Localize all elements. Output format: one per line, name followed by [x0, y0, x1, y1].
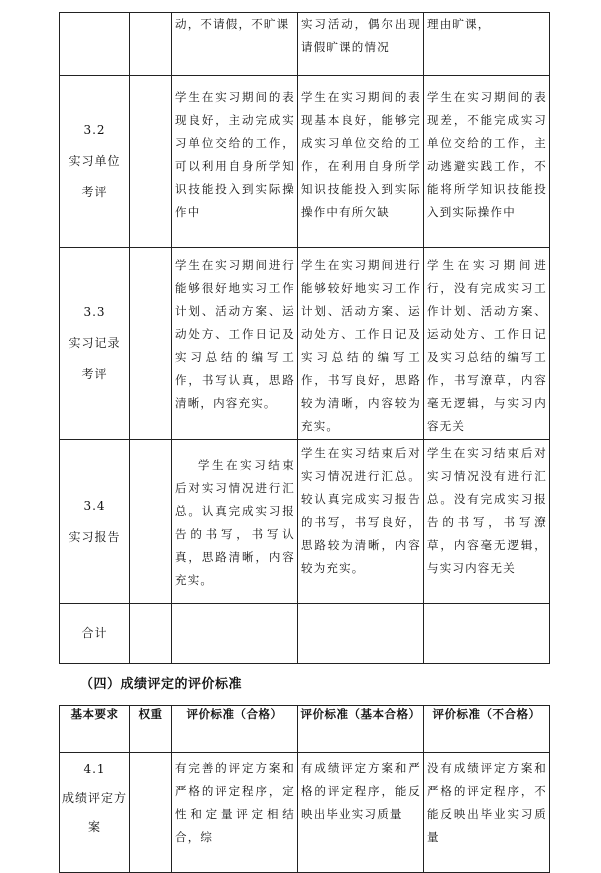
criteria-fail: 没有成绩评定方案和严格的评定程序，不能反映出毕业实习质量 — [424, 753, 550, 873]
row-weight — [130, 13, 172, 76]
criteria-basic — [298, 604, 424, 664]
criteria-fail: 学生在实习结束后对实习情况没有进行汇总。没有完成实习报告的书写，书写潦草，内容毫无逻辑，与实习内容无关 — [424, 440, 550, 604]
header-fail: 评价标准（不合格） — [424, 706, 550, 753]
criteria-basic: 学生在实习期间进行能够较好地实习工作计划、活动方案、运动处方、工作日记及实习总结的编写工作，书写良好，思路较为清晰，内容较为充实。 — [298, 248, 424, 440]
header-pass: 评价标准（合格） — [172, 706, 298, 753]
table-row — [60, 753, 550, 873]
criteria-basic: 有成绩评定方案和严格的评定程序，能反映出毕业实习质量 — [298, 753, 424, 873]
criteria-pass: 学生在实习期间进行能够很好地实习工作计划、活动方案、运动处方、工作日记及实习总结的编写工作，书写认真，思路清晰，内容充实。 — [172, 248, 298, 440]
criteria-pass — [172, 604, 298, 664]
header-basic-requirement: 基本要求 — [60, 706, 130, 753]
criteria-fail: 学生在实习期间的表现差，不能完成实习单位交给的工作，主动逃避实践工作，不能将所学知识技能投入到实际操作中 — [424, 76, 550, 248]
table-row — [60, 440, 550, 604]
table-row — [60, 604, 550, 664]
grading-criteria-table — [59, 705, 550, 873]
criteria-fail: 理由旷课， — [424, 13, 550, 76]
criteria-basic: 实习活动，偶尔出现请假旷课的情况 — [298, 13, 424, 76]
row-weight — [130, 604, 172, 664]
row-weight — [130, 248, 172, 440]
row-label: 3.2 实习单位 考评 — [60, 76, 130, 248]
criteria-pass: 学生在实习期间的表现良好，主动完成实习单位交给的工作，可以利用自身所学知识技能投入到实际操作中 — [172, 76, 298, 248]
table-header-row — [60, 706, 550, 753]
criteria-fail — [424, 604, 550, 664]
header-weight: 权重 — [130, 706, 172, 753]
table-row — [60, 13, 550, 76]
row-weight — [130, 440, 172, 604]
criteria-fail: 学生在实习期间进行，没有完成实习工作计划、活动方案、运动处方、工作日记及实习总结的编写工作，书写潦草，内容毫无逻辑，与实习内容无关 — [424, 248, 550, 440]
section-title: （四）成绩评定的评价标准 — [80, 677, 243, 692]
evaluation-table-continued — [59, 12, 550, 664]
row-label — [60, 13, 130, 76]
row-label: 4.1 成绩评定方案 — [60, 753, 130, 873]
criteria-basic: 学生在实习结束后对实习情况进行汇总。较认真完成实习报告的书写，书写良好，思路较为清晰，内容较为充实。 — [298, 440, 424, 604]
criteria-pass: 学生在实习结束后对实习情况进行汇总。认真完成实习报告的书写，书写认真，思路清晰，内容充实。 — [172, 440, 298, 604]
row-label: 3.4 实习报告 — [60, 440, 130, 604]
row-weight — [130, 753, 172, 873]
row-label: 3.3 实习记录 考评 — [60, 248, 130, 440]
criteria-pass: 有完善的评定方案和严格的评定程序，定性和定量评定相结合，综 — [172, 753, 298, 873]
table-row — [60, 76, 550, 248]
criteria-pass: 动，不请假，不旷课 — [172, 13, 298, 76]
criteria-basic: 学生在实习期间的表现基本良好，能够完成实习单位交给的工作，在利用自身所学知识技能投入到实际操作中有所欠缺 — [298, 76, 424, 248]
row-label: 合计 — [60, 604, 130, 664]
table-row — [60, 248, 550, 440]
header-basic-pass: 评价标准（基本合格） — [298, 706, 424, 753]
row-weight — [130, 76, 172, 248]
